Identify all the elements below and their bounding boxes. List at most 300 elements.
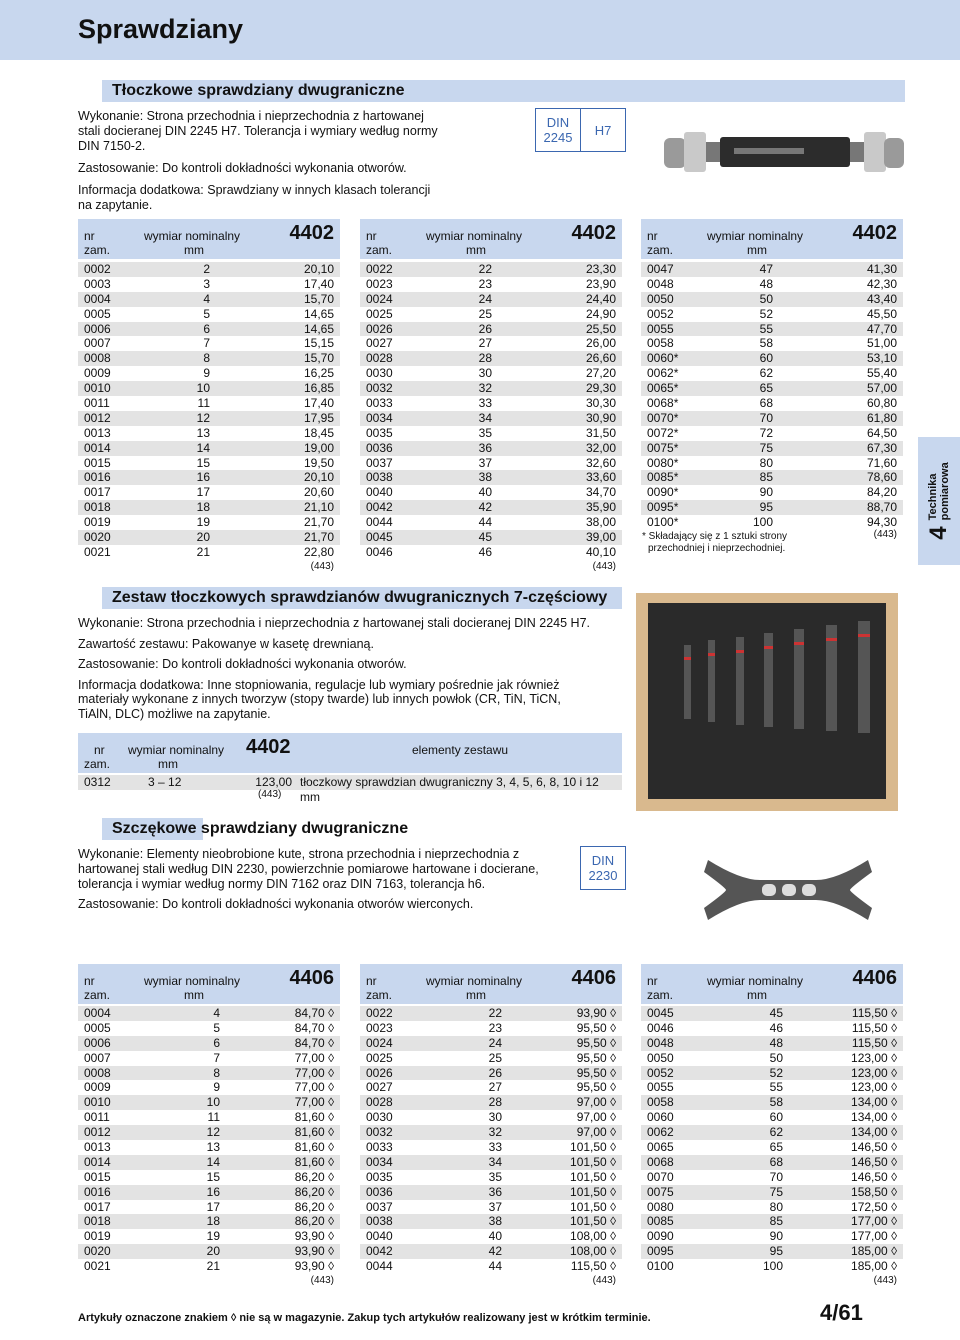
table-row [641,336,903,351]
cell-nr: 0027 [366,336,393,351]
table-row [78,1051,340,1066]
side-tab-number: 4 [925,526,952,540]
cell-price: 24,40 [585,291,616,306]
cell-nr: 0014 [84,1154,111,1169]
cell-price: 31,50 [585,425,616,440]
cell-dimension: 13 [206,1140,220,1155]
table-row [360,485,622,500]
col-zam: zam. [647,988,674,1002]
cell-dimension: 6 [213,1035,220,1050]
table-row [360,515,622,530]
cell-nr: 0032 [366,381,393,396]
cell-nr: 0011 [84,1110,110,1125]
table-4402-b [360,219,622,574]
table-row [641,1125,903,1140]
cell-nr: 0006 [84,1035,111,1050]
table-row [78,1155,340,1170]
table-footnote-ref: (443) [592,1275,616,1287]
col-set-elements: elementy zestawu [412,743,509,757]
cell-price: 81,60 ◊ [294,1110,334,1125]
cell-price: 71,60 [866,455,897,470]
cell-price: 38,00 [585,515,616,530]
cell-dimension: 18 [206,1214,220,1229]
table-row [360,1066,622,1081]
product-code: 4406 [852,967,897,989]
cell-price: 93,90 ◊ [576,1006,616,1020]
cell-price: 15,15 [303,336,334,351]
cell-price: 23,90 [585,276,616,291]
table-row [360,530,622,545]
cell-price: 115,50 ◊ [851,1006,897,1020]
text-line: stali docieranej DIN 2245 H7. Tolerancja i wymiary według normy [78,124,438,138]
cell-price: 177,00 ◊ [851,1214,897,1229]
cell-price: 115,50 ◊ [851,1035,897,1050]
cell-price: 17,40 [303,276,334,291]
table-row [78,426,340,441]
cell-dimension: 9 [203,366,210,381]
table-row [78,1006,340,1021]
cell-nr: 0015 [84,1169,111,1184]
cell-price: 39,00 [585,530,616,545]
cell-price: 123,00 ◊ [851,1050,897,1065]
table-row [78,441,340,456]
table-row [641,307,903,322]
cell-nr: 0008 [84,351,111,366]
cell-dimension: 68 [759,396,773,411]
cell-dimension: 17 [196,485,210,500]
cell-nr: 0052 [647,306,674,321]
cell-nr: 0022 [366,262,393,276]
table-header [78,733,622,773]
cell-price: 86,20 ◊ [294,1214,334,1229]
col-dimension: wymiar nominalny [707,974,804,988]
cell-dimension: 21 [196,544,210,559]
cell-nr: 0018 [84,1214,111,1229]
text-line: Zastosowanie: Do kontroli dokładności wykonania otworów. [78,657,407,671]
cell-dimension: 44 [478,515,492,530]
table-row [78,1110,340,1125]
badge-line: H7 [594,122,612,138]
cell-nr: 0062 [647,1125,674,1140]
cell-dimension: 95 [769,1244,783,1259]
cell-nr: 0023 [366,276,393,291]
table-row [641,351,903,366]
table-row [360,381,622,396]
cell-price: 41,30 [866,262,897,276]
cell-nr: 0050 [647,291,674,306]
table-row [78,277,340,292]
table-row [78,545,340,560]
cell-nr: 0068* [647,396,679,411]
table-row [360,470,622,485]
cell-nr: 0070* [647,410,679,425]
cell-price: 93,90 ◊ [294,1259,334,1274]
cell-price: 185,00 ◊ [851,1259,897,1274]
cell-dimension: 32 [488,1125,502,1140]
table-footnote-ref: (443) [873,1275,897,1287]
cell-dimension: 46 [478,544,492,559]
cell-nr: 0100 [647,1259,674,1274]
cell-nr: 0012 [84,410,111,425]
cell-dimension: 42 [478,500,492,515]
cell-price: 57,00 [866,381,897,396]
cell-dimension: 45 [478,530,492,545]
cell-nr: 0007 [84,1050,111,1065]
cell-nr: 0095 [647,1244,674,1259]
cell-dimension: 33 [488,1140,502,1155]
table-row [360,1006,622,1021]
cell-price: 14,65 [303,321,334,336]
cell-price: 24,90 [585,306,616,321]
cell-nr: 0062* [647,366,679,381]
table-row [78,396,340,411]
cell-price: 21,70 [303,530,334,545]
col-dimension: wymiar nominalny [144,974,241,988]
cell-nr: 0027 [366,1080,393,1095]
cell-dimension: 10 [196,381,210,396]
cell-nr: 0022 [366,1006,393,1020]
product-code: 4402 [246,736,291,758]
table-body [78,262,340,560]
cell-dimension: 42 [488,1244,502,1259]
text-line: na zapytanie. [78,198,153,212]
cell-nr: 0085 [647,1214,674,1229]
cell-price: 134,00 ◊ [851,1110,897,1125]
cell-price: 45,50 [866,306,897,321]
cell-price: 123,00 [255,775,292,789]
cell-price: 30,30 [585,396,616,411]
table-row [360,1095,622,1110]
cell-nr: 0033 [366,1140,393,1155]
table-row [641,262,903,277]
table-footnote-ref: (443) [258,789,282,800]
cell-dimension: 72 [759,425,773,440]
cell-nr: 0028 [366,1095,393,1110]
cell-nr: 0058 [647,336,674,351]
cell-dimension: 9 [213,1080,220,1095]
table-row [641,1006,903,1021]
cell-price: 64,50 [866,425,897,440]
cell-dimension: 18 [196,500,210,515]
cell-dimension: 32 [478,381,492,396]
cell-price: 146,50 ◊ [851,1169,897,1184]
cell-nr: 0058 [647,1095,674,1110]
cell-price: 51,00 [866,336,897,351]
cell-price: 101,50 ◊ [570,1154,616,1169]
table-footnote-ref: (443) [592,560,616,572]
side-tab-text: Technika [927,473,939,521]
cell-nr: 0023 [366,1020,393,1035]
cell-price: 42,30 [866,276,897,291]
text-line: Informacja dodatkowa: Sprawdziany w innych klasach tolerancji [78,183,431,197]
cell-dimension: 16 [206,1184,220,1199]
table-row [360,1259,622,1274]
table-row [360,500,622,515]
cell-price: 20,60 [303,485,334,500]
cell-price: 84,70 ◊ [294,1006,334,1020]
cell-dimension: 62 [759,366,773,381]
table-header [641,219,903,259]
col-zam: zam. [84,757,111,771]
badge-line: DIN [546,115,570,130]
cell-price: 77,00 ◊ [294,1050,334,1065]
table-row [360,262,622,277]
cell-price: 32,60 [585,455,616,470]
cell-nr: 0021 [84,544,111,559]
standard-badge-h7 [580,108,626,152]
col-unit: mm [184,988,204,1002]
cell-nr: 0046 [366,544,393,559]
cell-price: 88,70 [866,500,897,515]
text-line: Wykonanie: Elementy nieobrobione kute, strona przechodnia i nieprzechodnia z [78,847,520,861]
cell-description: tłoczkowy sprawdzian dwugraniczny 3, 4, 5, 6, 8, 10 i 12 mm [300,775,599,804]
table-footnote-ref: (443) [310,560,334,572]
cell-dimension: 58 [759,336,773,351]
cell-dimension: 38 [478,470,492,485]
table-row [641,381,903,396]
col-nr: nr [366,974,377,988]
table-row [360,1214,622,1229]
table-row [360,351,622,366]
cell-price: 21,70 [303,515,334,530]
table-row [78,1095,340,1110]
col-zam: zam. [366,243,393,257]
cell-nr: 0020 [84,1244,111,1259]
cell-nr: 0011 [84,396,110,411]
cell-nr: 0017 [84,485,111,500]
table-row [641,1200,903,1215]
s3-description [78,847,578,912]
cell-price: 101,50 ◊ [570,1184,616,1199]
cell-nr: 0090 [647,1229,674,1244]
cell-dimension: 100 [762,1259,783,1274]
cell-nr: 0026 [366,321,393,336]
cell-price: 26,60 [585,351,616,366]
cell-price: 16,25 [303,366,334,381]
cell-price: 115,50 ◊ [851,1020,897,1035]
col-nr: nr [84,974,95,988]
cell-nr: 0070 [647,1169,674,1184]
footer-note: Artykuły oznaczone znakiem ◊ nie są w magazynie. Zakup tych artykułów realizowany jest w krótkim terminie. [78,1312,651,1324]
cell-nr: 0010 [84,381,111,396]
cell-price: 84,20 [866,485,897,500]
text-line: Zastosowanie: Do kontroli dokładności wykonania otworów. [78,161,407,175]
cell-dimension: 33 [478,396,492,411]
cell-price: 47,70 [866,321,897,336]
table-row [78,500,340,515]
table-row [360,1080,622,1095]
cell-dimension: 12 [206,1125,220,1140]
section-title: Tłoczkowe sprawdziany dwugraniczne [112,82,405,99]
cell-price: 34,70 [585,485,616,500]
table-row [641,1244,903,1259]
cell-dimension: 65 [759,381,773,396]
text-line: Wykonanie: Strona przechodnia i nieprzechodnia z hartowanej [78,109,424,123]
cell-dimension: 16 [196,470,210,485]
cell-dimension: 22 [478,262,492,276]
cell-dimension: 52 [759,306,773,321]
cell-dimension: 50 [759,291,773,306]
table-row [360,277,622,292]
cell-dimension: 40 [478,485,492,500]
cell-dimension: 12 [196,410,210,425]
cell-dimension: 19 [196,515,210,530]
cell-price: 19,50 [303,455,334,470]
cell-price: 86,20 ◊ [294,1169,334,1184]
cell-price: 29,30 [585,381,616,396]
cell-price: 43,40 [866,291,897,306]
cell-dimension: 75 [759,440,773,455]
cell-price: 35,90 [585,500,616,515]
cell-price: 18,45 [303,425,334,440]
cell-price: 20,10 [303,262,334,276]
cell-dimension: 4 [213,1006,220,1020]
cell-dimension: 5 [203,306,210,321]
cell-price: 101,50 ◊ [570,1199,616,1214]
cell-dimension: 80 [769,1199,783,1214]
cell-nr: 0020 [84,530,111,545]
table-row [360,1185,622,1200]
cell-nr: 0032 [366,1125,393,1140]
table-row [360,1051,622,1066]
cell-dimension: 90 [759,485,773,500]
table-row [78,1244,340,1259]
cell-nr: 0042 [366,1244,393,1259]
cell-dimension: 17 [206,1199,220,1214]
cell-dimension: 28 [478,351,492,366]
cell-price: 19,00 [303,440,334,455]
cell-price: 67,30 [866,440,897,455]
cell-nr: 0010 [84,1095,111,1110]
table-row [641,277,903,292]
cell-dimension: 85 [759,470,773,485]
cell-nr: 0045 [366,530,393,545]
cell-nr: 0045 [647,1006,674,1020]
table-header [641,964,903,1004]
cell-nr: 0085* [647,470,679,485]
cell-price: 21,10 [303,500,334,515]
cell-price: 93,90 ◊ [294,1244,334,1259]
cell-dimension: 70 [769,1169,783,1184]
cell-price: 17,95 [303,410,334,425]
section-title-bar [102,587,622,609]
table-note [642,531,812,555]
cell-price: 158,50 ◊ [851,1184,897,1199]
cell-price: 15,70 [303,291,334,306]
cell-nr: 0046 [647,1020,674,1035]
cell-dimension: 4 [203,291,210,306]
cell-price: 93,90 ◊ [294,1229,334,1244]
cell-price: 172,50 ◊ [851,1199,897,1214]
table-row [641,1110,903,1125]
cell-price: 95,50 ◊ [576,1020,616,1035]
cell-dimension: 50 [769,1050,783,1065]
cell-nr: 0034 [366,410,393,425]
cell-dimension: 80 [759,455,773,470]
standard-badge-din2230 [580,846,626,890]
cell-dimension: 19 [206,1229,220,1244]
cell-nr: 0035 [366,425,393,440]
cell-dimension: 37 [488,1199,502,1214]
cell-dimension: 34 [488,1154,502,1169]
table-row [78,1200,340,1215]
cell-dimension: 20 [206,1244,220,1259]
cell-nr: 0033 [366,396,393,411]
table-row [641,1036,903,1051]
plug-gauge-image [664,124,908,180]
table-row [641,1140,903,1155]
cell-nr: 0030 [366,366,393,381]
table-body [641,262,903,530]
cell-nr: 0042 [366,500,393,515]
cell-nr: 0312 [84,775,111,789]
col-dimension: wymiar nominalny [128,743,225,757]
cell-price: 25,50 [585,321,616,336]
table-row [360,411,622,426]
table-4406-c [641,964,903,1288]
cell-price: 95,50 ◊ [576,1065,616,1080]
product-code: 4402 [571,222,616,244]
cell-price: 84,70 ◊ [294,1035,334,1050]
col-dimension: wymiar nominalny [426,974,523,988]
text-line: tolerancja i wymiar według normy DIN 7162 oraz DIN 7163, tolerancja h6. [78,877,486,891]
cell-nr: 0037 [366,455,393,470]
table-row [78,530,340,545]
set-table [78,733,622,809]
col-nr: nr [84,229,95,243]
table-row [641,456,903,471]
table-row [78,515,340,530]
cell-nr: 0013 [84,425,111,440]
cell-dimension: 100 [752,515,773,530]
table-row [360,1229,622,1244]
cell-nr: 0075 [647,1184,674,1199]
cell-dimension: 36 [488,1184,502,1199]
cell-price: 23,30 [585,262,616,276]
cell-price: 81,60 ◊ [294,1125,334,1140]
cell-nr: 0007 [84,336,111,351]
section-title-bar [102,80,905,102]
page-title: Sprawdziany [78,14,244,44]
cell-dimension: 13 [196,425,210,440]
col-unit: mm [747,243,767,257]
cell-dimension: 34 [478,410,492,425]
table-row [641,500,903,515]
table-row [360,545,622,560]
cell-price: 27,20 [585,366,616,381]
cell-nr: 0006 [84,321,111,336]
cell-nr: 0026 [366,1065,393,1080]
badge-line: 2245 [543,130,573,145]
cell-dimension: 15 [196,455,210,470]
cell-price: 95,50 ◊ [576,1080,616,1095]
cell-price: 81,60 ◊ [294,1154,334,1169]
cell-nr: 0005 [84,1020,111,1035]
table-row [78,1185,340,1200]
table-row [360,1200,622,1215]
cell-price: 177,00 ◊ [851,1229,897,1244]
note-line: * Składający się z 1 sztuki strony [642,531,788,542]
cell-dimension: 24 [478,291,492,306]
table-row [360,336,622,351]
cell-dimension: 52 [769,1065,783,1080]
cell-price: 26,00 [585,336,616,351]
cell-dimension: 24 [488,1035,502,1050]
cell-price: 101,50 ◊ [570,1214,616,1229]
badge-line: 2230 [588,868,618,883]
cell-dimension: 60 [759,351,773,366]
cell-dimension: 26 [478,321,492,336]
